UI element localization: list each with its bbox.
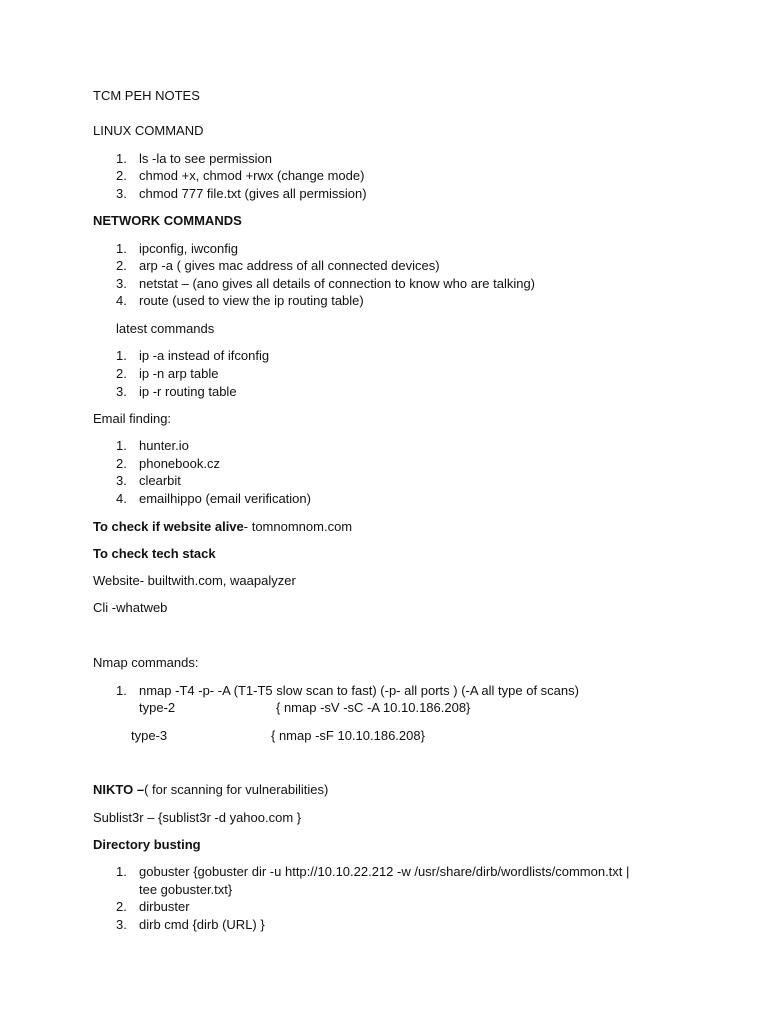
list-text: dirbuster	[139, 899, 190, 914]
list-number: 3.	[116, 186, 127, 201]
list-number: 4.	[116, 293, 127, 308]
list-number: 1.	[116, 151, 127, 166]
dirbusting-heading: Directory busting	[93, 837, 201, 852]
list-text: ip -r routing table	[139, 384, 237, 399]
email-heading: Email finding:	[93, 411, 172, 426]
list-text: hunter.io	[139, 438, 189, 453]
list-number: 3.	[116, 917, 127, 932]
nikto-line	[93, 782, 328, 798]
list-text: phonebook.cz	[139, 456, 220, 471]
list-number: 3.	[116, 473, 127, 488]
website-alive-line	[93, 519, 352, 535]
list-text: chmod 777 file.txt (gives all permission)	[139, 186, 367, 201]
nmap-heading: Nmap commands:	[93, 655, 199, 670]
nmap-type2-cmd: { nmap -sV -sC -A 10.10.186.208}	[276, 700, 471, 715]
list-text: tee gobuster.txt}	[139, 882, 233, 897]
latest-commands-label: latest commands	[116, 321, 215, 336]
list-number: 1.	[116, 864, 127, 879]
list-text: dirb cmd {dirb (URL) }	[139, 917, 265, 932]
list-number: 2.	[116, 168, 127, 183]
nikto-value: ( for scanning for vulnerabilities)	[144, 782, 329, 797]
list-number: 1.	[116, 348, 127, 363]
list-text: emailhippo (email verification)	[139, 491, 311, 506]
list-number: 1.	[116, 241, 127, 256]
techstack-website: Website- builtwith.com, waapalyzer	[93, 573, 296, 588]
nmap-type3-cmd: { nmap -sF 10.10.186.208}	[271, 728, 425, 743]
sublist3r-line: Sublist3r – {sublist3r -d yahoo.com }	[93, 810, 302, 825]
list-text: chmod +x, chmod +rwx (change mode)	[139, 168, 365, 183]
list-text: arp -a ( gives mac address of all connected devices)	[139, 258, 440, 273]
list-number: 3.	[116, 276, 127, 291]
list-number: 2.	[116, 258, 127, 273]
nmap-type2-label: type-2	[139, 700, 176, 715]
list-text: clearbit	[139, 473, 181, 488]
list-text: gobuster {gobuster dir -u http://10.10.22.212 -w /usr/share/dirb/wordlists/common.txt |	[139, 864, 630, 879]
list-number: 4.	[116, 491, 127, 506]
techstack-heading: To check tech stack	[93, 546, 216, 561]
techstack-cli: Cli -whatweb	[93, 600, 168, 615]
network-heading: NETWORK COMMANDS	[93, 213, 242, 228]
list-text: netstat – (ano gives all details of connection to know who are talking)	[139, 276, 536, 291]
list-number: 1.	[116, 683, 127, 698]
list-text: nmap -T4 -p- -A (T1-T5 slow scan to fast) (-p- all ports ) (-A all type of scans)	[139, 683, 579, 698]
nikto-label: NIKTO –	[93, 782, 145, 797]
website-alive-value: - tomnomnom.com	[243, 519, 353, 534]
nmap-type3-label: type-3	[131, 728, 168, 743]
list-number: 3.	[116, 384, 127, 399]
linux-heading: LINUX COMMAND	[93, 123, 204, 138]
list-number: 2.	[116, 366, 127, 381]
list-number: 2.	[116, 899, 127, 914]
list-number: 2.	[116, 456, 127, 471]
website-alive-label: To check if website alive	[93, 519, 244, 534]
list-text: ls -la to see permission	[139, 151, 272, 166]
list-text: ip -n arp table	[139, 366, 219, 381]
list-text: ip -a instead of ifconfig	[139, 348, 270, 363]
list-text: ipconfig, iwconfig	[139, 241, 238, 256]
list-text: route (used to view the ip routing table)	[139, 293, 364, 308]
doc-title: TCM PEH NOTES	[93, 88, 200, 103]
list-number: 1.	[116, 438, 127, 453]
